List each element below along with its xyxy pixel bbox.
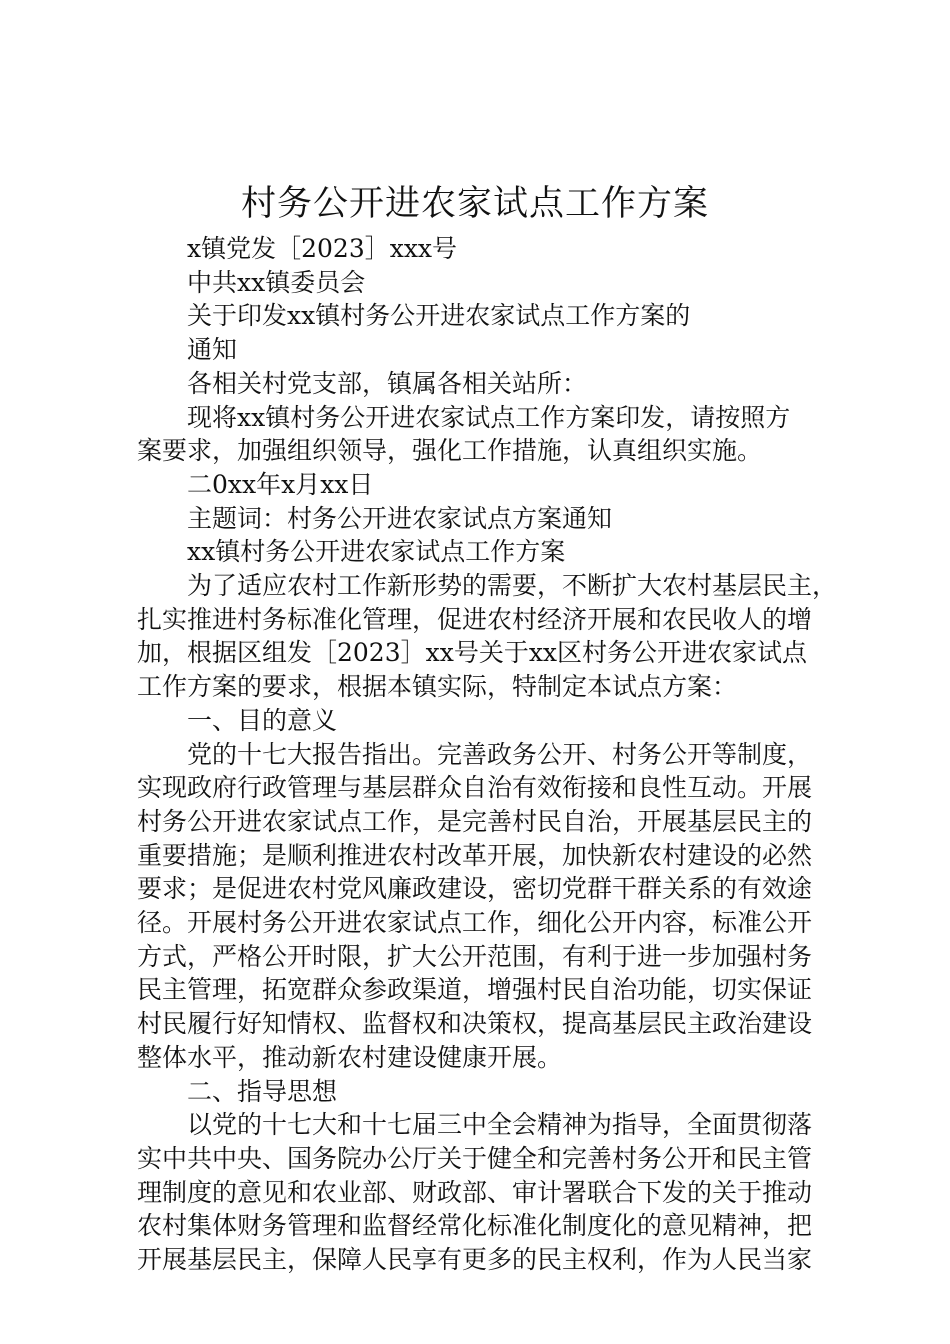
- document-line: 一、目的意义: [187, 705, 338, 735]
- document-line: 开展基层民主，保障人民享有更多的民主权利，作为人民当家: [137, 1245, 813, 1275]
- document-line: 径。开展村务公开进农家试点工作，细化公开内容，标准公开: [137, 908, 813, 938]
- document-line: 党的十七大报告指出。完善政务公开、村务公开等制度，: [187, 739, 813, 769]
- document-line: x镇党发［2023］xxx号: [187, 234, 458, 263]
- document-line: 以党的十七大和十七届三中全会精神为指导，全面贯彻落: [187, 1110, 813, 1140]
- document-line: 中共xx镇委员会: [187, 267, 366, 297]
- document-line: xx镇村务公开进农家试点工作方案: [187, 537, 566, 567]
- document-line: 方式，严格公开时限，扩大公开范围，有利于进一步加强村务: [137, 941, 813, 971]
- document-line: 二、指导思想: [187, 1076, 338, 1106]
- document-line: 村务公开进农家试点工作，是完善村民自治，开展基层民主的: [137, 806, 813, 836]
- document-line: 整体水平，推动新农村建设健康开展。: [137, 1042, 563, 1072]
- document-line: 民主管理，拓宽群众参政渠道，增强村民自治功能，切实保证: [137, 975, 813, 1005]
- document-line: 实现政府行政管理与基层群众自治有效衔接和良性互动。开展: [137, 773, 813, 803]
- document-line: 实中共中央、国务院办公厅关于健全和完善村务公开和民主管: [137, 1143, 813, 1173]
- document-line: 关于印发xx镇村务公开进农家试点工作方案的: [187, 301, 691, 331]
- document-line: 为了适应农村工作新形势的需要，不断扩大农村基层民主，: [187, 571, 838, 601]
- document-line: 村民履行好知情权、监督权和决策权，提高基层民主政治建设: [137, 1009, 813, 1039]
- document-line: 加，根据区组发［2023］xx号关于xx区村务公开进农家试点: [137, 638, 808, 668]
- document-line: 二0xx年x月xx日: [187, 469, 374, 499]
- document-line: 现将xx镇村务公开进农家试点工作方案印发，请按照方: [187, 402, 791, 432]
- document-line: 各相关村党支部，镇属各相关站所：: [187, 368, 588, 398]
- document-line: 要求；是促进农村党风廉政建设，密切党群干群关系的有效途: [137, 874, 813, 904]
- document-line: 案要求，加强组织领导，强化工作措施，认真组织实施。: [137, 436, 763, 466]
- document-title: 村务公开进农家试点工作方案: [240, 184, 709, 224]
- document-line: 农村集体财务管理和监督经常化标准化制度化的意见精神，把: [137, 1211, 813, 1241]
- document-line: 工作方案的要求，根据本镇实际，特制定本试点方案：: [137, 672, 738, 702]
- document-line: 通知: [187, 335, 238, 365]
- document-line: 重要措施；是顺利推进农村改革开展，加快新农村建设的必然: [137, 840, 813, 870]
- document-line: 主题词：村务公开进农家试点方案通知: [187, 503, 613, 533]
- document-line: 理制度的意见和农业部、财政部、审计署联合下发的关于推动: [137, 1177, 813, 1207]
- document-line: 扎实推进村务标准化管理，促进农村经济开展和农民收人的增: [137, 604, 813, 634]
- document-body: [137, 232, 838, 1277]
